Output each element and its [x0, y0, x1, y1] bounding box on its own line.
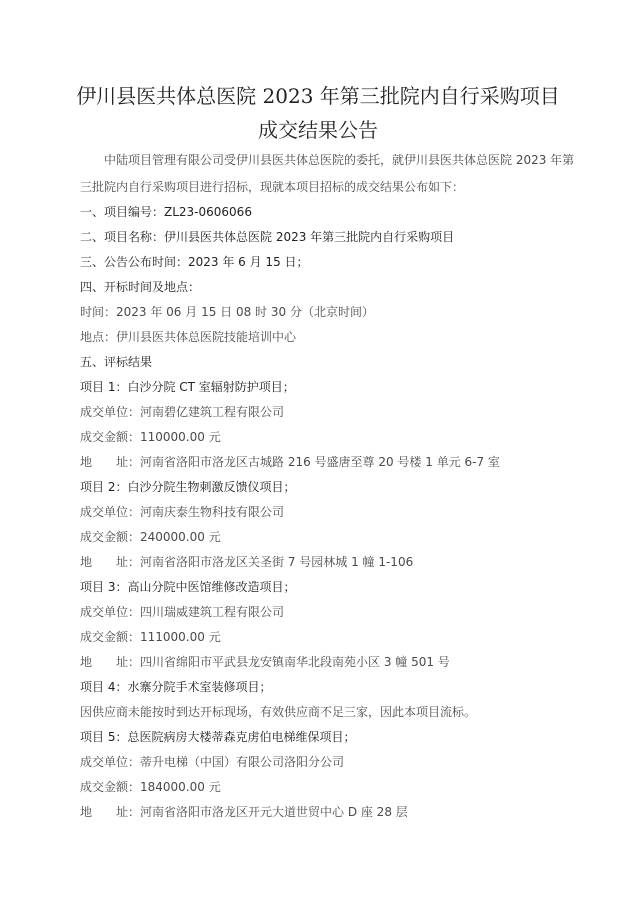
item-3-amount: 成交金额：111000.00 元	[80, 630, 221, 644]
item-3-address: 地 址：四川省绵阳市平武县龙安镇南华北段南苑小区 3 幢 501 号	[80, 655, 450, 669]
item-2-amount: 成交金额：240000.00 元	[80, 530, 221, 544]
opening-place: 地点：伊川县医共体总医院技能培训中心	[80, 330, 297, 344]
opening-time: 时间：2023 年 06 月 15 日 08 时 30 分（北京时间）	[80, 305, 374, 319]
title-line-2: 成交结果公告	[258, 118, 378, 142]
project-name: 二、项目名称：伊川县医共体总医院 2023 年第三批院内自行采购项目	[80, 230, 455, 244]
item-2-title: 项目 2：白沙分院生物刺激反馈仪项目；	[80, 480, 296, 494]
intro-line-2: 三批院内自行采购项目进行招标，现就本项目招标的成交结果公布如下：	[80, 180, 465, 194]
results-heading: 五、评标结果	[80, 355, 153, 369]
item-1-amount: 成交金额：110000.00 元	[80, 430, 221, 444]
item-5-address: 地 址：河南省洛阳市洛龙区开元大道世贸中心 D 座 28 层	[80, 805, 408, 819]
item-1-title: 项目 1：白沙分院 CT 室辐射防护项目；	[80, 380, 295, 394]
item-4-note: 因供应商未能按时到达开标现场，有效供应商不足三家，因此本项目流标。	[80, 705, 477, 719]
item-5-amount: 成交金额：184000.00 元	[80, 780, 221, 794]
title-line-1: 伊川县医共体总医院 2023 年第三批院内自行采购项目	[76, 84, 560, 108]
project-number: 一、项目编号：ZL23-0606066	[80, 205, 252, 219]
item-3-title: 项目 3：高山分院中医馆维修改造项目；	[80, 580, 296, 594]
item-2-address: 地 址：河南省洛阳市洛龙区关圣街 7 号园林城 1 幢 1-106	[80, 555, 414, 569]
item-2-unit: 成交单位：河南庆泰生物科技有限公司	[80, 505, 285, 519]
item-1-address: 地 址：河南省洛阳市洛龙区古城路 216 号盛唐至尊 20 号楼 1 单元 6-7 室	[80, 455, 500, 469]
intro-line-1: 中陆项目管理有限公司受伊川县医共体总医院的委托，就伊川县医共体总医院 2023 年第	[104, 153, 575, 167]
item-5-title: 项目 5：总医院病房大楼蒂森克虏伯电梯维保项目；	[80, 730, 356, 744]
item-1-unit: 成交单位：河南碧亿建筑工程有限公司	[80, 405, 285, 419]
item-5-unit: 成交单位：蒂升电梯（中国）有限公司洛阳分公司	[80, 755, 345, 769]
item-3-unit: 成交单位：四川瑞威建筑工程有限公司	[80, 605, 285, 619]
item-4-title: 项目 4：水寨分院手术室装修项目；	[80, 680, 272, 694]
opening-heading: 四、开标时间及地点：	[80, 280, 201, 294]
publish-time: 三、公告公布时间：2023 年 6 月 15 日；	[80, 255, 309, 269]
